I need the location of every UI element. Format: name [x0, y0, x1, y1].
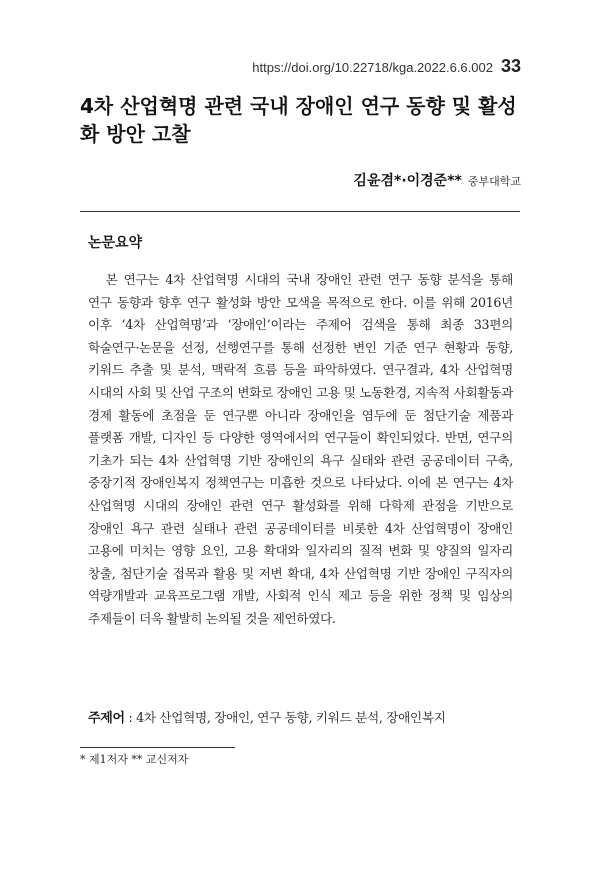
abstract-body: 본 연구는 4차 산업혁명 시대의 국내 장애인 관련 연구 동향 분석을 통해 연구 동향과 향후 연구 활성화 방안 모색을 목적으로 한다. 이를 위해 2016년 이후 ‘4차 산업혁명’과 ‘장애인’이라는 주제어 검색을 통해 최종 33편의 학술연구·논문을 선정, 선행연구를 통해 선정한 변인 기준 연구 현황과 동향, 키워드 추출 및 분석, 맥락적 흐름 등을 파악하였다. 연구결과, 4차 산업혁명 시대의 사회 및 산업 구조의 변화로 장애인 고용 및 노동환경, 지속적 사회활동과 경제 활동에 초점을 둔 연구뿐 아니라 장애인을 염두에 둔 첨단기술 제품과 플랫폼 개발, 디자인 등 다양한 영역에서의 연구들이 확인되었다. 반면, 연구의 기초가 되는 4차 산업혁명 기반 장애인의 욕구 실태와 관련 공공데이터 구축, 중장기적 장애인복지 정책연구는 미흡한 것으로 나타났다. 이에 본 연구는 4차 산업혁명 시대의 장애인 관련 연구 활성화를 위해 다학제 관점을 기반으로 장애인 욕구 관련 실태나 관련 공공데이터를 비롯한 4차 산업혁명이 장애인 고용에 미치는 영향 요인, 고용 확대와 일자리의 질적 변화 및 양질의 일자리 창출, 첨단기술 접목과 활용 및 저변 확대, 4차 산업혁명 기반 장애인 구직자의 역량개발과 교육프로그램 개발, 사회적 인식 제고 등을 위한 정책 및 임상의 주제들이 더욱 활발히 논의될 것을 제언하였다.	[88, 272, 513, 626]
keywords-label: 주제어	[88, 711, 125, 726]
page-header	[252, 56, 521, 77]
abstract-heading: 논문요약	[88, 235, 143, 251]
footnote: * 제1저자 ** 교신저자	[80, 753, 189, 766]
page-number: 33	[500, 56, 521, 76]
title-divider	[80, 211, 520, 212]
author-line	[353, 170, 521, 190]
doi-link[interactable]: https://doi.org/10.22718/kga.2022.6.6.002	[252, 60, 493, 75]
keywords-line	[88, 707, 518, 730]
footnote-divider	[80, 747, 235, 748]
author-affiliation: 중부대학교	[467, 175, 521, 188]
keywords-text: : 4차 산업혁명, 장애인, 연구 동향, 키워드 분석, 장애인복지	[124, 710, 446, 725]
author-names: 김윤겸*·이경준**	[353, 173, 462, 189]
paper-title: 4차 산업혁명 관련 국내 장애인 연구 동향 및 활성화 방안 고찰	[80, 94, 517, 146]
